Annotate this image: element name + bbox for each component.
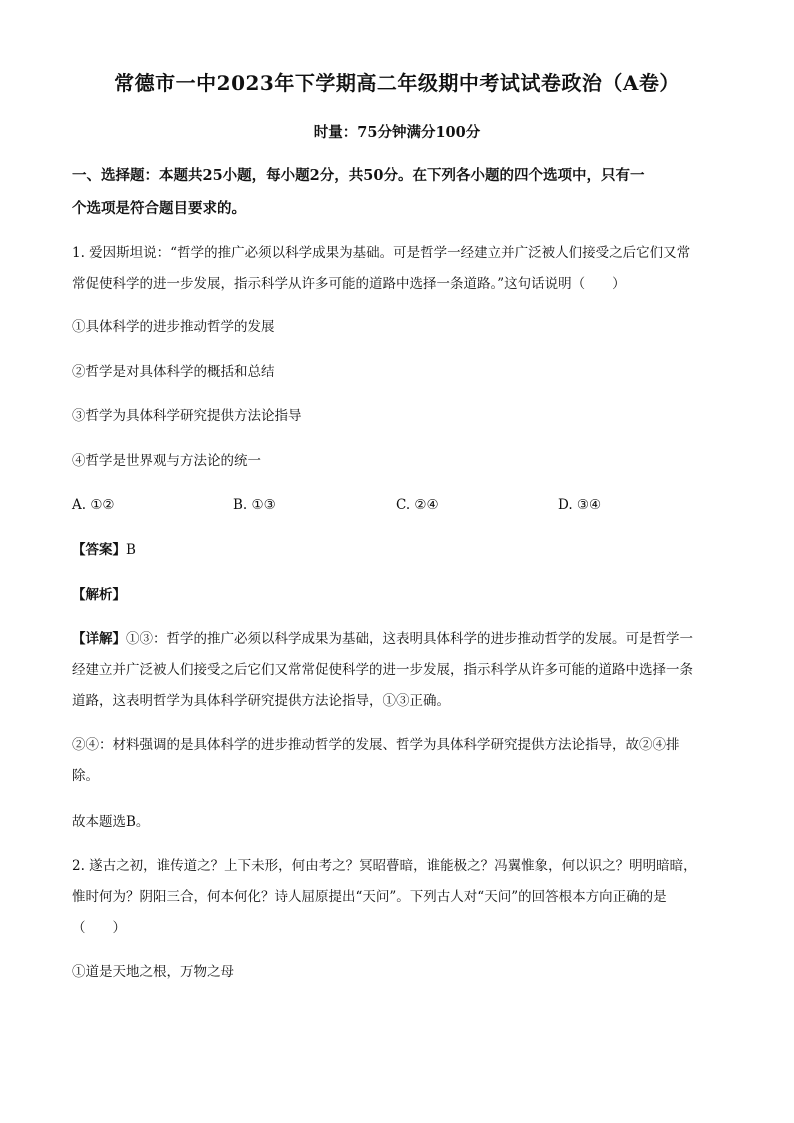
question-2-stem-line-3: （ ）	[72, 920, 126, 936]
analysis-tag: 【解析】	[72, 587, 126, 603]
question-1-stem-line-2: 常促使科学的进一步发展，指示科学从许多可能的道路中选择一条道路。”这句话说明（ ）	[72, 276, 626, 292]
detail-text: ①③：哲学的推广必须以科学成果为基础，这表明具体科学的进步推动哲学的发展。可是哲学一	[126, 631, 693, 647]
question-1-item-3: ③哲学为具体科学研究提供方法论指导	[72, 408, 302, 424]
answer-value: B	[126, 542, 136, 558]
question-1-option-d: D. ③④	[558, 497, 602, 513]
question-1-detail-line-1	[72, 629, 722, 649]
question-1-detail2-line-1: ②④：材料强调的是具体科学的进步推动哲学的发展、哲学为具体科学研究提供方法论指导，故②④排	[72, 737, 680, 753]
question-1-stem-line-1: 1. 爱因斯坦说：“哲学的推广必须以科学成果为基础。可是哲学一经建立并广泛被人们接受之后它们又常	[72, 245, 691, 261]
question-1-detail2-line-2: 除。	[72, 768, 99, 784]
question-1-detail-line-3: 道路，这表明哲学为具体科学研究提供方法论指导，①③正确。	[72, 693, 450, 709]
section-instruction-line-1: 一、选择题：本题共25小题，每小题2分，共50分。在下列各小题的四个选项中，只有一	[72, 167, 645, 184]
answer-tag: 【答案】	[72, 542, 126, 558]
exam-duration-score: 时量：75分钟满分100分	[313, 124, 481, 141]
question-1-option-c: C. ②④	[396, 497, 439, 513]
detail-tag: 【详解】	[72, 631, 126, 647]
question-2-item-1: ①道是天地之根，万物之母	[72, 964, 234, 980]
question-1-item-2: ②哲学是对具体科学的概括和总结	[72, 364, 275, 380]
section-instruction-line-2: 个选项是符合题目要求的。	[72, 200, 246, 217]
question-1-item-1: ①具体科学的进步推动哲学的发展	[72, 319, 275, 335]
question-2-stem-line-1: 2. 遂古之初，谁传道之？上下未形，何由考之？冥昭瞢暗，谁能极之？冯翼惟象，何以识之？明明暗暗，	[72, 858, 697, 874]
question-1-detail-line-2: 经建立并广泛被人们接受之后它们又常常促使科学的进一步发展，指示科学从许多可能的道路中选择一条	[72, 662, 693, 678]
page-title: 常德市一中2023年下学期高二年级期中考试试卷政治（A卷）	[114, 71, 680, 95]
question-1-item-4: ④哲学是世界观与方法论的统一	[72, 453, 261, 469]
question-1-analysis	[72, 585, 722, 605]
question-1-answer	[72, 540, 722, 560]
question-2-stem-line-2: 惟时何为？阴阳三合，何本何化？诗人屈原提出“天问”。下列古人对“天问”的回答根本方向正确的是	[72, 889, 667, 905]
question-1-conclusion: 故本题选B。	[72, 814, 150, 830]
question-1-option-a: A. ①②	[72, 497, 115, 513]
question-1-option-b: B. ①③	[233, 497, 276, 513]
